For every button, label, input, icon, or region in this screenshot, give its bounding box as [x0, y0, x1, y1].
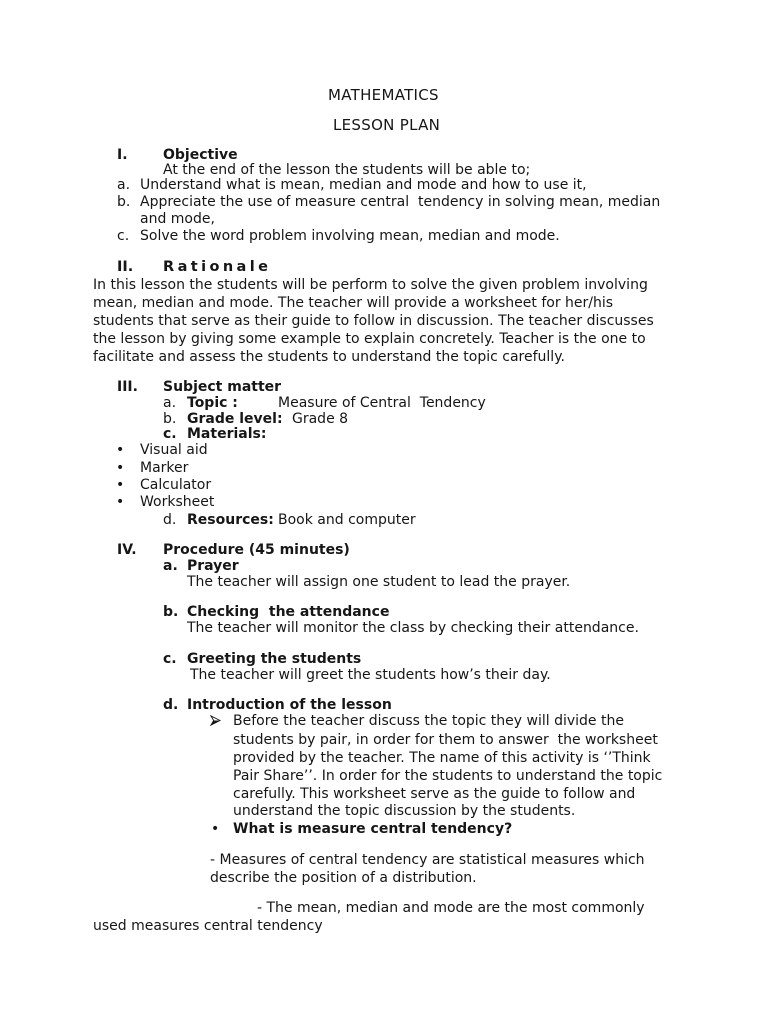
material-item: Visual aid: [140, 442, 208, 458]
objective-intro: At the end of the lesson the students will be able to;: [163, 162, 531, 178]
step-marker: b.: [163, 604, 179, 620]
step-title: Prayer: [187, 558, 239, 574]
note-line: used measures central tendency: [93, 918, 323, 934]
list-marker: d.: [163, 512, 177, 528]
activity-line: students by pair, in order for them to answer the worksheet: [233, 732, 658, 748]
activity-line: understand the topic discussion by the students.: [233, 803, 576, 819]
rationale-line: mean, median and mode. The teacher will provide a worksheet for her/his: [93, 295, 614, 311]
section-numeral: II.: [117, 259, 134, 275]
step-title: Introduction of the lesson: [187, 697, 392, 713]
rationale-line: facilitate and assess the students to understand the topic carefully.: [93, 349, 565, 365]
section-heading: Procedure (45 minutes): [163, 542, 350, 558]
resources-label: Resources:: [187, 512, 274, 528]
bullet-icon: •: [116, 477, 125, 493]
answer-line: describe the position of a distribution.: [210, 870, 477, 886]
activity-line: Before the teacher discuss the topic they will divide the: [233, 713, 624, 729]
answer-line: - Measures of central tendency are statistical measures which: [210, 852, 645, 868]
question-heading: What is measure central tendency?: [233, 821, 513, 837]
note-line: - The mean, median and mode are the most commonly: [257, 900, 645, 916]
materials-label: Materials:: [187, 426, 267, 442]
rationale-line: In this lesson the students will be perform to solve the given problem involving: [93, 277, 648, 293]
section-heading: Subject matter: [163, 379, 282, 395]
bullet-icon: •: [211, 821, 220, 837]
arrowhead-bullet-icon: [210, 715, 221, 726]
objective-item: Understand what is mean, median and mode and how to use it,: [140, 177, 587, 193]
activity-line: Pair Share’’. In order for the students to understand the topic: [233, 768, 663, 784]
list-marker: b.: [117, 194, 131, 210]
objective-item: Solve the word problem involving mean, median and mode.: [140, 228, 560, 244]
resources-value: Book and computer: [278, 512, 416, 528]
grade-level-value: Grade 8: [292, 411, 349, 427]
step-description: The teacher will assign one student to lead the prayer.: [187, 574, 571, 590]
topic-value: Measure of Central Tendency: [278, 395, 486, 411]
step-title: Greeting the students: [187, 651, 362, 667]
objective-item: Appreciate the use of measure central tendency in solving mean, median: [140, 194, 661, 210]
step-title: Checking the attendance: [187, 604, 390, 620]
list-marker: b.: [163, 411, 177, 427]
rationale-line: the lesson by giving some example to explain concretely. Teacher is the one to: [93, 331, 646, 347]
bullet-icon: •: [116, 460, 125, 476]
section-numeral: I.: [117, 147, 128, 163]
rationale-line: students that serve as their guide to follow in discussion. The teacher discusses: [93, 313, 654, 329]
step-marker: d.: [163, 697, 179, 713]
step-marker: a.: [163, 558, 178, 574]
list-marker: a.: [117, 177, 131, 193]
topic-label: Topic :: [187, 395, 238, 411]
document-title: LESSON PLAN: [333, 116, 441, 134]
material-item: Worksheet: [140, 494, 215, 510]
section-heading: Rationale: [163, 259, 272, 275]
step-marker: c.: [163, 651, 177, 667]
bullet-icon: •: [116, 442, 125, 458]
list-marker: a.: [163, 395, 177, 411]
activity-line: carefully. This worksheet serve as the guide to follow and: [233, 786, 636, 802]
material-item: Calculator: [140, 477, 212, 493]
step-description: The teacher will greet the students how’s their day.: [190, 667, 551, 683]
list-marker: c.: [163, 426, 177, 442]
section-numeral: III.: [117, 379, 138, 395]
bullet-icon: •: [116, 494, 125, 510]
list-marker: c.: [117, 228, 130, 244]
subject-heading: MATHEMATICS: [328, 86, 439, 104]
material-item: Marker: [140, 460, 189, 476]
step-description: The teacher will monitor the class by checking their attendance.: [187, 620, 639, 636]
objective-item-continuation: and mode,: [140, 211, 215, 227]
grade-level-label: Grade level:: [187, 411, 283, 427]
activity-line: provided by the teacher. The name of this activity is ‘’Think: [233, 750, 651, 766]
section-heading: Objective: [163, 147, 238, 163]
section-numeral: IV.: [117, 542, 137, 558]
